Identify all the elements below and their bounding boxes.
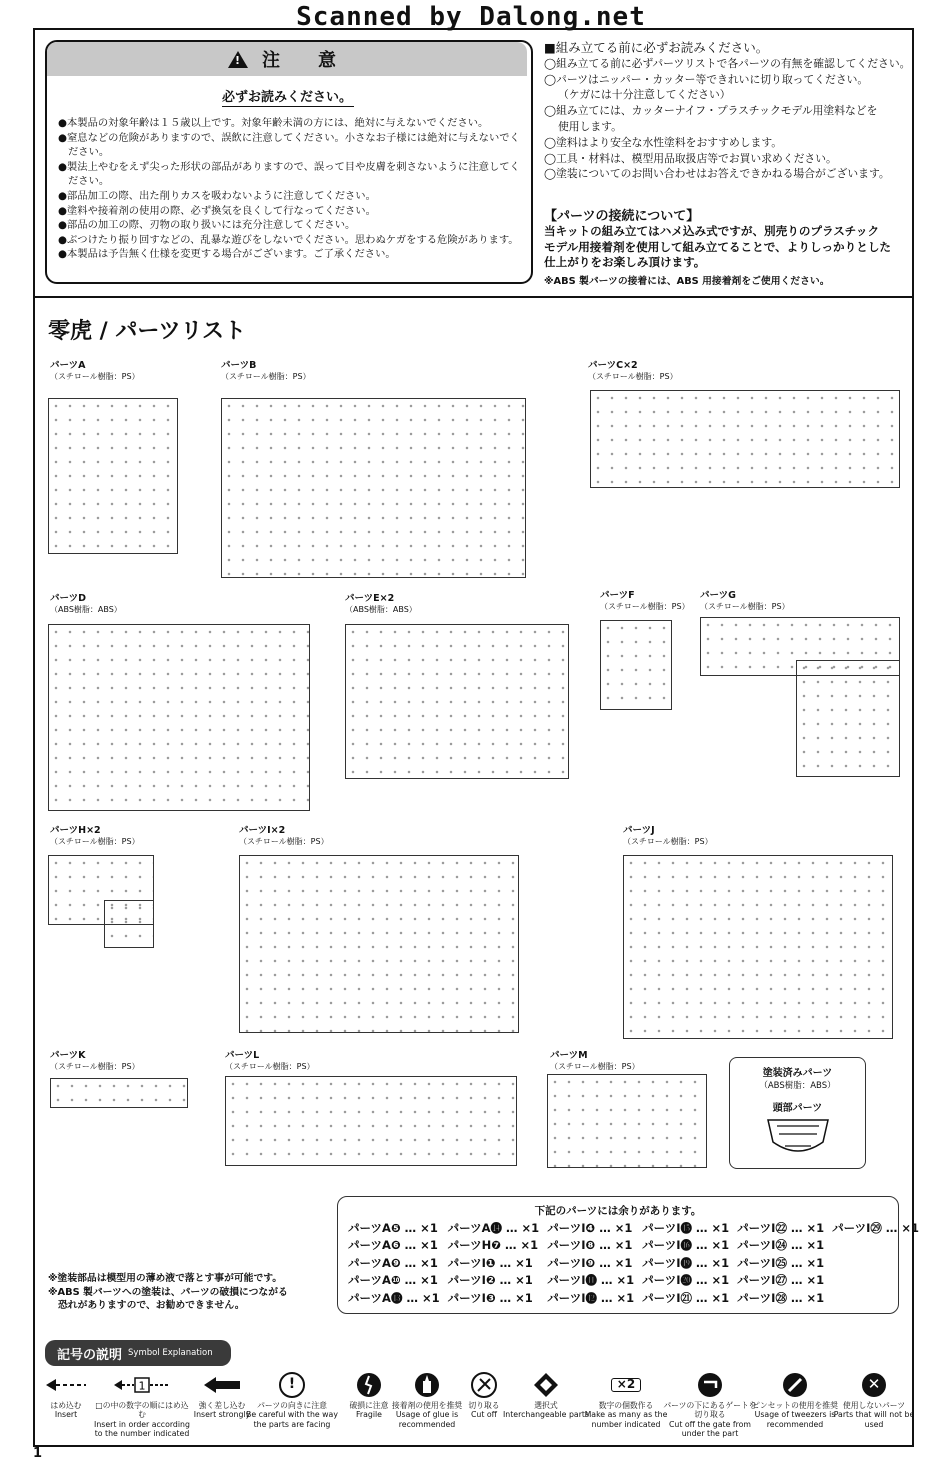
gate-cut-icon (662, 1372, 758, 1398)
before-item: （ケガには十分注意してください） (558, 88, 731, 102)
symbol-fragile: 破損に注意 Fragile (321, 1372, 417, 1420)
before-item: ◯組み立てには、カッターナイフ・プラスチックモデル用塗料などを (544, 104, 878, 118)
spare-row: パーツA❺ … ×1 パーツA⓮ … ×1 パーツI❹ … ×1 パーツI⓯ … ×1 パーツI㉒ … ×1 パーツI㉙ … ×1 (348, 1220, 920, 1235)
joint-section (544, 205, 914, 287)
before-item: 使用します。 (558, 119, 622, 133)
caution-title: 注 意 (262, 50, 346, 71)
symbol-insert: はめ込む Insert (18, 1372, 114, 1420)
before-item: ◯塗装についてのお問い合わせはお答えできかねる場合がございます。 (544, 167, 890, 181)
runner-c-diagram (590, 390, 900, 488)
symbol-insert-strongly: 強く差し込む Insert strongly (174, 1372, 270, 1420)
runner-m-diagram (547, 1074, 707, 1168)
runner-a-diagram (48, 398, 178, 554)
joint-line: 仕上がりをお楽しみ頂けます。 (544, 255, 706, 269)
head-part-diagram (763, 1116, 833, 1160)
symbol-gate-cut: パーツの下にあるゲートを切り取る Cut off the gate from under the part (662, 1372, 758, 1439)
spare-row: パーツA❾ … ×1 パーツI❶ … ×1 パーツI❾ … ×1 パーツI⓳ … ×1 パーツI㉕ … ×1 (348, 1255, 825, 1270)
runner-label-j: パーツJ （スチロール樹脂：PS） (623, 825, 713, 846)
symbol-header: 記号の説明 Symbol Explanation (45, 1340, 231, 1366)
runner-h-diagram-lower (104, 900, 154, 948)
spare-row: パーツA❻ … ×1 パーツH❼ … ×1 パーツI❽ … ×1 パーツI⓰ … ×1 パーツI㉔ … ×1 (348, 1238, 825, 1253)
section-divider (33, 296, 912, 298)
symbol-glue: 接着剤の使用を推奨 Usage of glue is recommended (379, 1372, 475, 1429)
multiply-icon: ×2 (578, 1372, 674, 1398)
symbol-direction-caution: ! パーツの向きに注意 Be careful with the way the parts are facing (244, 1372, 340, 1429)
symbol-cut-off: 切り取る Cut off (436, 1372, 532, 1420)
runner-label-b: パーツB （スチロール樹脂：PS） (221, 360, 311, 381)
spare-title: 下記のパーツには余りがあります。 (534, 1205, 702, 1217)
runner-label-g: パーツG （スチロール樹脂：PS） (700, 590, 790, 611)
before-item: ◯工具・材料は、模型用品取扱店等でお買い求めください。 (544, 151, 837, 165)
runner-f-diagram (600, 620, 672, 710)
runner-label-d: パーツD （ABS樹脂：ABS） (50, 593, 122, 614)
joint-title: 【パーツの接続について】 (544, 209, 700, 224)
spare-row: パーツA⓭ … ×1 パーツI❸ … ×1 パーツI⓬ … ×1 パーツI㉑ … ×1 パーツI㉘ … ×1 (348, 1290, 825, 1305)
runner-g-diagram-lower (796, 660, 900, 777)
runner-label-a: パーツA （スチロール樹脂：PS） (50, 360, 140, 381)
runner-label-h: パーツH×2 （スチロール樹脂：PS） (50, 825, 140, 846)
before-assembly-list (544, 40, 914, 182)
runner-j-diagram (623, 855, 893, 1039)
runner-label-k: パーツK （スチロール樹脂：PS） (50, 1050, 140, 1071)
runner-d-diagram (48, 624, 310, 811)
caution-header (47, 42, 527, 76)
caution-item: ●部品の加工の際、刃物の取り扱いには充分注意してください。 (58, 219, 356, 232)
direction-caution-icon: ! (244, 1372, 340, 1398)
symbol-interchangeable: 選択式 Interchangeable parts (498, 1372, 594, 1420)
unused-parts-icon: ✕ (826, 1372, 922, 1398)
scan-watermark: Scanned by Dalong.net (296, 2, 646, 32)
before-item: ◯組み立てる前に必ずパーツリストで各パーツの有無を確認してください。 (544, 56, 911, 70)
runner-b-diagram (221, 398, 526, 578)
runner-label-e: パーツE×2 （ABS樹脂：ABS） (345, 593, 417, 614)
parts-list-title: 零虎 / パーツリスト (48, 319, 247, 344)
runner-label-l: パーツL （スチロール樹脂：PS） (225, 1050, 315, 1071)
caution-subtitle: 必ずお読みください。 (221, 90, 352, 105)
svg-text:1: 1 (138, 1379, 146, 1393)
painted-part-name: 頭部パーツ (772, 1103, 823, 1114)
caution-item: ●本製品は予告無く仕様を変更する場合がございます。ご了承ください。 (58, 248, 396, 261)
runner-label-c: パーツC×2 （スチロール樹脂：PS） (588, 360, 678, 381)
before-item: ◯パーツはニッパー・カッター等できれいに切り取ってください。 (544, 72, 869, 86)
warning-icon (228, 51, 248, 68)
symbol-tweezers: ピンセットの使用を推奨 Usage of tweezers is recommended (747, 1372, 843, 1429)
runner-label-f: パーツF （スチロール樹脂：PS） (600, 590, 690, 611)
painting-notes: ※塗装部品は模型用の薄め液で落とす事が可能です。 ※ABS 製パーツへの塗装は、パーツの破損につながる 恐れがありますので、お勧めできません。 (48, 1273, 288, 1311)
runner-label-i: パーツI×2 （スチロール樹脂：PS） (239, 825, 329, 846)
joint-line: 当キットの組み立てはハメ込み式ですが、別売りのプラスチック (544, 224, 880, 238)
caution-item: ●ぶつけたり振り回すなどの、乱暴な遊びをしないでください。思わぬケガをする危険があります。 (58, 233, 519, 246)
page-number: 1 (33, 1446, 43, 1461)
runner-k-diagram (50, 1078, 188, 1108)
caution-item: ●塗料や接着剤の使用の際、必ず換気を良くして行なってください。 (58, 204, 376, 217)
caution-list (58, 116, 524, 262)
painted-title: 塗装済みパーツ (762, 1068, 833, 1079)
painted-material: （ABS樹脂：ABS） (759, 1081, 836, 1091)
caution-item: ●製法上やむをえず尖った形状の部品がありますので、誤って目や皮膚を刺さないように注意してください。 (58, 160, 520, 188)
subtitle-underline (222, 106, 354, 107)
caution-item: ●本製品の対象年齢は１５歳以上です。対象年齢未満の方には、絶対に与えないでください。 (58, 117, 489, 129)
before-assembly-title: ■組み立てる前に必ずお読みください。 (544, 40, 769, 55)
symbol-multiply: ×2 数字の個数作る Make as many as the number indicated (578, 1372, 674, 1429)
runner-i-diagram (239, 855, 519, 1033)
runner-e-diagram (345, 624, 569, 779)
caution-item: ●部品加工の際、出た削りカスを吸わないように注意してください。 (58, 189, 376, 202)
spare-parts-box (337, 1196, 920, 1314)
symbol-unused-parts: ✕ 使用しないパーツ Parts that will not be used (826, 1372, 922, 1429)
before-item: ◯塗料はより安全な水性塗料をおすすめします。 (544, 135, 783, 149)
runner-l-diagram (225, 1076, 517, 1166)
symbol-numbered-insert: 1 □の中の数字の順にはめ込む Insert in order according to the number indicated (94, 1372, 190, 1439)
caution-item: ●窒息などの危険がありますので、誤飲に注意してください。小さなお子様には絶対に与えないでください。 (58, 131, 520, 159)
joint-note: ※ABS 製パーツの接着には、ABS 用接着剤をご使用ください。 (544, 275, 830, 287)
joint-line: モデル用接着剤を使用して組み立てることで、よりしっかりとした (544, 239, 892, 254)
spare-table (344, 1219, 923, 1307)
spare-row: パーツA❿ … ×1 パーツI❷ … ×1 パーツI⓫ … ×1 パーツI⓴ … ×1 パーツI㉗ … ×1 (348, 1273, 825, 1288)
painted-parts-box (729, 1057, 866, 1169)
runner-label-m: パーツM （スチロール樹脂：PS） (550, 1050, 640, 1071)
